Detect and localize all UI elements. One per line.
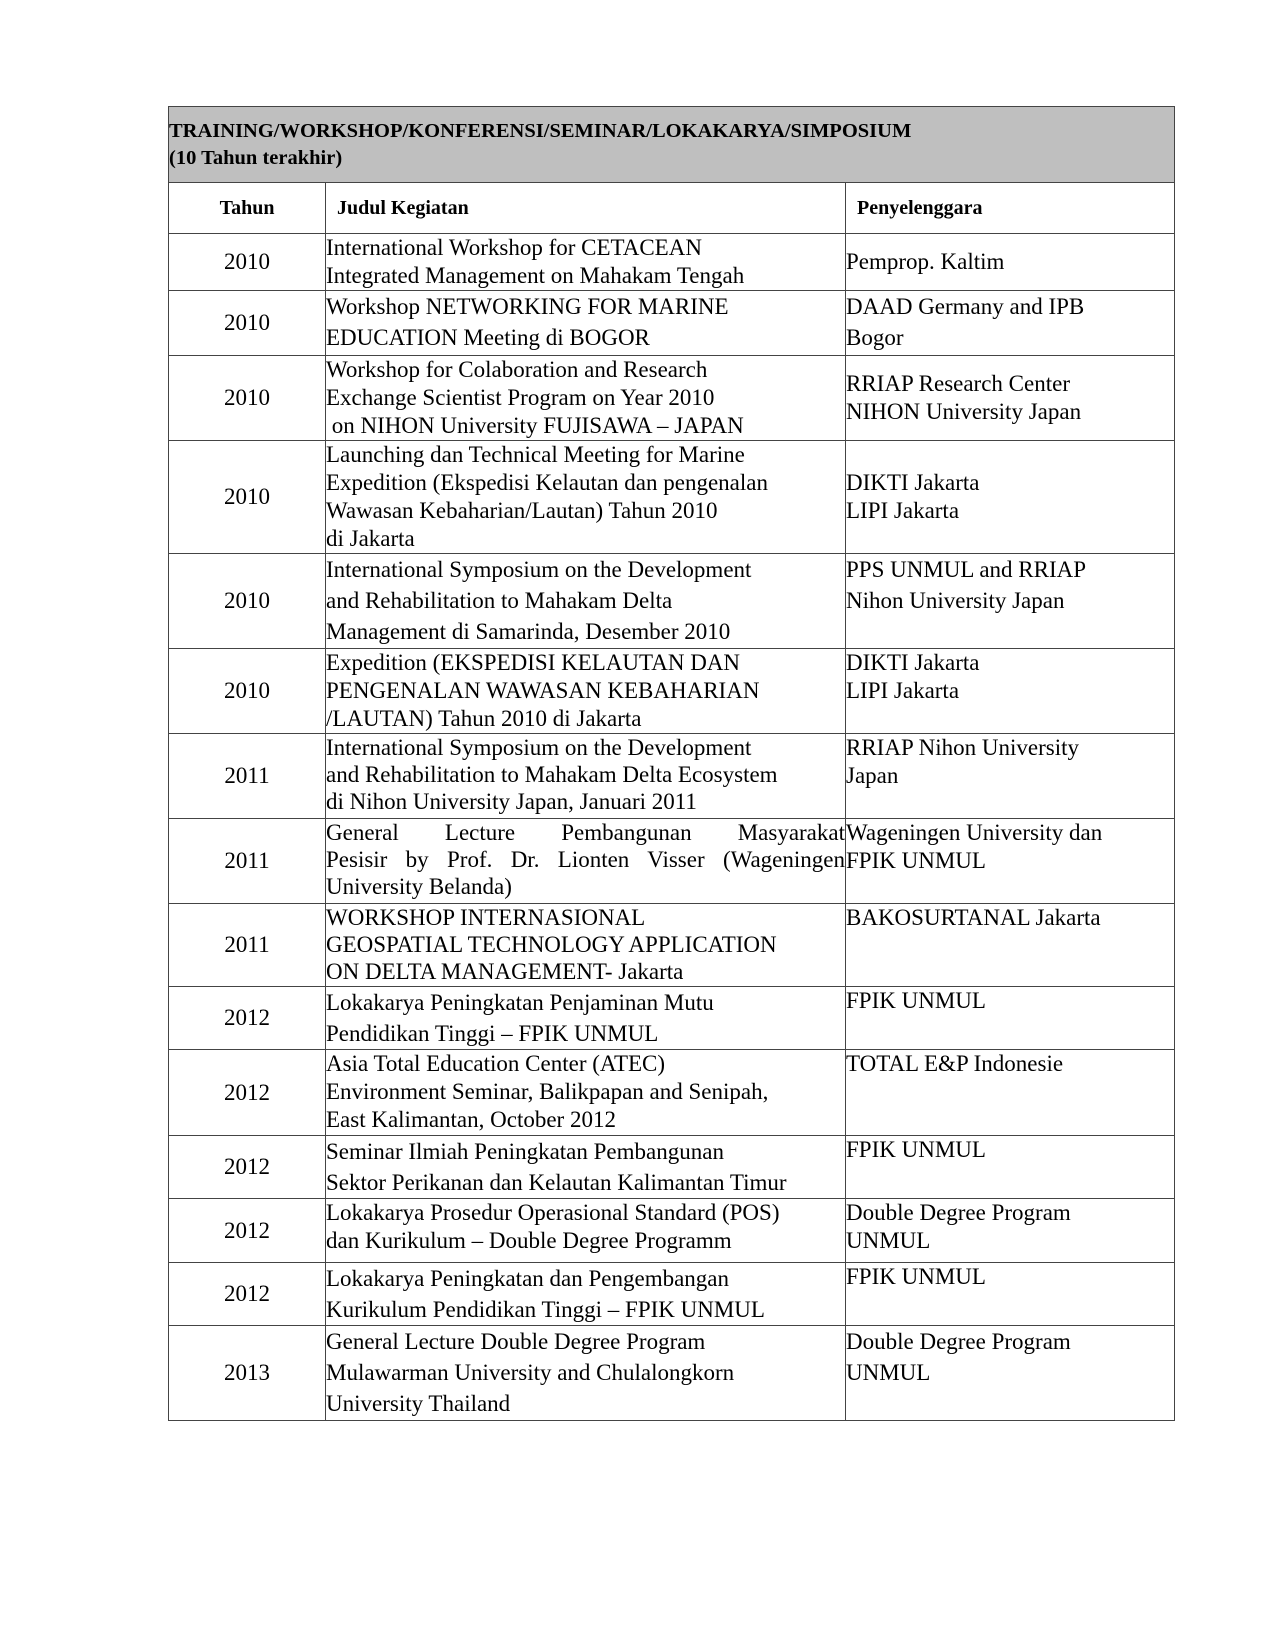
year-cell: 2013: [169, 1326, 326, 1421]
year-cell: 2010: [169, 649, 326, 734]
year-cell: 2010: [169, 291, 326, 356]
organizer-cell: [846, 356, 1175, 441]
organizer-cell: [846, 234, 1175, 291]
organizer-line: RRIAP Research Center: [846, 371, 1070, 396]
event-title-cell: [326, 904, 846, 987]
event-title-line: Environment Seminar, Balikpapan and Senipah,: [326, 1079, 769, 1104]
event-title-line: and Rehabilitation to Mahakam Delta: [326, 588, 673, 613]
organizer-line: Nihon University Japan: [846, 588, 1065, 613]
organizer-line: FPIK UNMUL: [846, 848, 986, 873]
organizer-line: DAAD Germany and IPB: [846, 294, 1085, 319]
table-row: [169, 987, 1175, 1050]
event-title-line: East Kalimantan, October 2012: [326, 1107, 616, 1132]
event-title-line: Integrated Management on Mahakam Tengah: [326, 263, 745, 288]
event-title-line: Exchange Scientist Program on Year 2010: [326, 385, 715, 410]
table-row: [169, 1326, 1175, 1421]
event-title-line: WORKSHOP INTERNASIONAL: [326, 905, 646, 930]
table-row: [169, 1136, 1175, 1199]
event-title-line: on NIHON University FUJISAWA – JAPAN: [326, 413, 744, 438]
organizer-line: DIKTI Jakarta: [846, 470, 980, 495]
event-title-line: EDUCATION Meeting di BOGOR: [326, 325, 650, 350]
event-title-line: International Workshop for CETACEAN: [326, 235, 702, 260]
organizer-cell: [846, 649, 1175, 734]
event-title-line: Lokakarya Prosedur Operasional Standard (POS): [326, 1200, 780, 1225]
organizer-line: TOTAL E&P Indonesie: [846, 1051, 1064, 1076]
table-row: [169, 1050, 1175, 1136]
organizer-line: DIKTI Jakarta: [846, 650, 980, 675]
event-title-cell: [326, 1199, 846, 1263]
year-cell: 2012: [169, 1199, 326, 1263]
event-title-line: General Lecture Pembangunan Masyarakat: [326, 820, 845, 845]
event-title-line: /LAUTAN) Tahun 2010 di Jakarta: [326, 706, 642, 731]
event-title-cell: [326, 554, 846, 649]
organizer-cell: [846, 554, 1175, 649]
event-title-cell: [326, 441, 846, 554]
column-header-row: [169, 183, 1175, 234]
event-title-cell: [326, 1050, 846, 1136]
column-header-tahun: Tahun: [169, 183, 326, 234]
organizer-cell: [846, 819, 1175, 904]
table-title-line-1: TRAINING/WORKSHOP/KONFERENSI/SEMINAR/LOKAKARYA/SIMPOSIUM: [169, 119, 912, 142]
table-row: [169, 1263, 1175, 1326]
event-title-cell: [326, 734, 846, 819]
year-cell: 2011: [169, 904, 326, 987]
organizer-line: Bogor: [846, 325, 904, 350]
event-title-line: International Symposium on the Development: [326, 557, 752, 582]
year-cell: 2012: [169, 1050, 326, 1136]
event-title-line: Lokakarya Peningkatan Penjaminan Mutu: [326, 990, 714, 1015]
table-title: [169, 107, 1175, 183]
event-title-line: Workshop for Colaboration and Research: [326, 357, 708, 382]
event-title-line: Workshop NETWORKING FOR MARINE: [326, 294, 729, 319]
year-cell: 2011: [169, 734, 326, 819]
organizer-line: Double Degree Program: [846, 1200, 1071, 1225]
organizer-line: Japan: [846, 763, 899, 788]
event-title-line: Management di Samarinda, Desember 2010: [326, 619, 731, 644]
event-title-line: Pendidikan Tinggi – FPIK UNMUL: [326, 1021, 659, 1046]
event-title-cell: [326, 234, 846, 291]
event-title-line: University Belanda): [326, 874, 512, 899]
table-body: [169, 234, 1175, 1421]
organizer-line: PPS UNMUL and RRIAP: [846, 557, 1087, 582]
year-cell: 2012: [169, 1263, 326, 1326]
table-title-row: [169, 107, 1175, 183]
event-title-cell: [326, 1326, 846, 1421]
organizer-cell: [846, 987, 1175, 1050]
organizer-cell: [846, 1050, 1175, 1136]
event-title-line: di Jakarta: [326, 526, 415, 551]
table-row: [169, 234, 1175, 291]
event-title-line: Lokakarya Peningkatan dan Pengembangan: [326, 1266, 730, 1291]
organizer-cell: [846, 291, 1175, 356]
event-title-line: ON DELTA MANAGEMENT- Jakarta: [326, 959, 684, 984]
table-row: [169, 291, 1175, 356]
event-title-line: dan Kurikulum – Double Degree Programm: [326, 1228, 732, 1253]
organizer-line: LIPI Jakarta: [846, 678, 960, 703]
event-title-line: Wawasan Kebaharian/Lautan) Tahun 2010: [326, 498, 718, 523]
event-title-line: Sektor Perikanan dan Kelautan Kalimantan Timur: [326, 1170, 787, 1195]
table-row: [169, 356, 1175, 441]
event-title-line: GEOSPATIAL TECHNOLOGY APPLICATION: [326, 932, 777, 957]
event-title-cell: [326, 1263, 846, 1326]
organizer-line: FPIK UNMUL: [846, 1264, 986, 1289]
organizer-cell: [846, 441, 1175, 554]
year-cell: 2012: [169, 1136, 326, 1199]
organizer-line: UNMUL: [846, 1228, 931, 1253]
event-title-cell: [326, 356, 846, 441]
table-row: [169, 734, 1175, 819]
event-title-cell: [326, 819, 846, 904]
event-title-line: di Nihon University Japan, Januari 2011: [326, 789, 697, 814]
column-header-penyelenggara: Penyelenggara: [846, 183, 1175, 234]
organizer-cell: [846, 1199, 1175, 1263]
table-row: [169, 554, 1175, 649]
organizer-line: RRIAP Nihon University: [846, 735, 1079, 760]
organizer-cell: [846, 1326, 1175, 1421]
event-title-line: General Lecture Double Degree Program: [326, 1329, 706, 1354]
organizer-line: LIPI Jakarta: [846, 498, 960, 523]
event-title-line: Expedition (EKSPEDISI KELAUTAN DAN: [326, 650, 741, 675]
event-title-line: International Symposium on the Development: [326, 735, 752, 760]
column-header-judul-kegiatan: Judul Kegiatan: [326, 183, 846, 234]
table-row: [169, 904, 1175, 987]
year-cell: 2010: [169, 356, 326, 441]
organizer-line: BAKOSURTANAL Jakarta: [846, 905, 1101, 930]
organizer-cell: [846, 1263, 1175, 1326]
organizer-line: FPIK UNMUL: [846, 988, 986, 1013]
organizer-line: UNMUL: [846, 1360, 931, 1385]
table-row: [169, 819, 1175, 904]
year-cell: 2011: [169, 819, 326, 904]
organizer-cell: [846, 734, 1175, 819]
event-title-line: Kurikulum Pendidikan Tinggi – FPIK UNMUL: [326, 1297, 765, 1322]
table-row: [169, 649, 1175, 734]
organizer-line: Pemprop. Kaltim: [846, 249, 1005, 274]
event-title-line: Asia Total Education Center (ATEC): [326, 1051, 666, 1076]
table-title-line-2: (10 Tahun terakhir): [169, 146, 343, 169]
event-title-line: University Thailand: [326, 1391, 511, 1416]
organizer-line: FPIK UNMUL: [846, 1137, 986, 1162]
activities-table: [168, 106, 1175, 1421]
event-title-cell: [326, 649, 846, 734]
event-title-line: Pesisir by Prof. Dr. Lionten Visser (Wageningen: [326, 847, 845, 872]
table-row: [169, 441, 1175, 554]
organizer-line: NIHON University Japan: [846, 399, 1082, 424]
organizer-cell: [846, 1136, 1175, 1199]
organizer-line: Wageningen University dan: [846, 820, 1103, 845]
year-cell: 2012: [169, 987, 326, 1050]
event-title-line: Mulawarman University and Chulalongkorn: [326, 1360, 735, 1385]
event-title-line: and Rehabilitation to Mahakam Delta Ecosystem: [326, 762, 778, 787]
organizer-line: Double Degree Program: [846, 1329, 1071, 1354]
year-cell: 2010: [169, 554, 326, 649]
year-cell: 2010: [169, 234, 326, 291]
event-title-line: Seminar Ilmiah Peningkatan Pembangunan: [326, 1139, 724, 1164]
event-title-cell: [326, 1136, 846, 1199]
organizer-cell: [846, 904, 1175, 987]
event-title-line: Launching dan Technical Meeting for Marine: [326, 442, 745, 467]
event-title-line: PENGENALAN WAWASAN KEBAHARIAN: [326, 678, 760, 703]
table-row: [169, 1199, 1175, 1263]
event-title-cell: [326, 987, 846, 1050]
year-cell: 2010: [169, 441, 326, 554]
event-title-line: Expedition (Ekspedisi Kelautan dan pengenalan: [326, 470, 768, 495]
event-title-cell: [326, 291, 846, 356]
